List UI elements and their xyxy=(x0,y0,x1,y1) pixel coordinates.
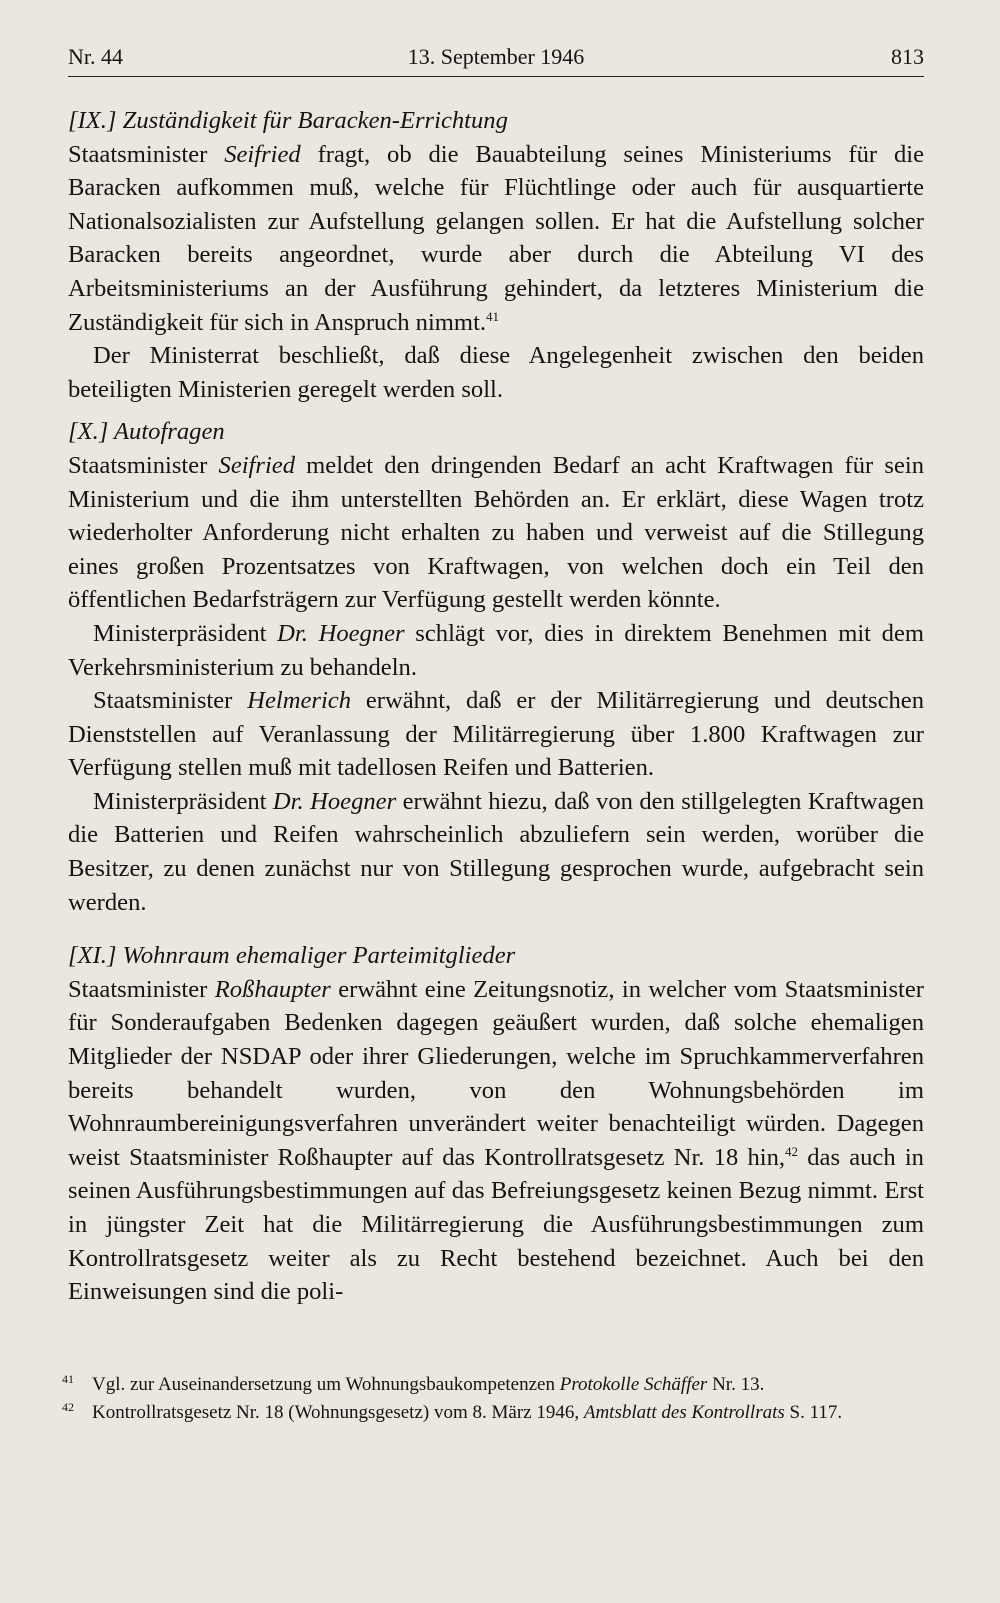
footnote-number: 42 xyxy=(62,1400,74,1414)
speaker-name: Roßhaupter xyxy=(214,975,331,1003)
paragraph: Staatsminister Helmerich erwähnt, daß er der Militärregierung und deutschen Dienststellen auf Veranlassung der Militärregierung über 1.800 Kraftwagen zur Verfügung stellen muß mit tadellosen Reifen und Batterien. xyxy=(68,687,924,782)
paragraph: Staatsminister Roßhaupter erwähnt eine Zeitungsnotiz, in welcher vom Staatsminister für Sonderaufgaben Bedenken dagegen geäußert wurden, daß solche ehemaligen Mitglieder der NSDAP oder ihrer Gliederungen, welche im Spruchkammerverfahren bereits behandelt wurden, von den Wohnungsbehörden im Wohnraumbereinigungsverfahren unverändert weiter benachteiligt würden. Dagegen weist Staatsminister Roßhaupter auf das Kontrollratsgesetz Nr. 18 hin,$^{42}$ das auch in seinen Ausführungsbestimmungen auf das Befreiungsgesetz keinen Bezug nimmt. Erst in jüngster Zeit hat die Militärregierung die Ausführungsbestimmungen zum Kontrollratsgesetz weiter als zu Recht bestehend bezeichnet. Auch bei den Einweisungen sind die poli- xyxy=(68,975,924,1306)
section-heading-x: [X.] Autofragen xyxy=(68,418,225,446)
footnote-ref: 42 xyxy=(785,1143,799,1159)
header-rule xyxy=(68,76,924,77)
footnote-ref: 41 xyxy=(486,308,500,324)
page-number: 813 xyxy=(891,44,924,69)
running-header xyxy=(68,44,924,72)
section-heading-xi: [XI.] Wohnraum ehemaliger Parteimitglieder xyxy=(68,942,516,970)
header-date: 13. September 1946 xyxy=(407,44,585,69)
footnote-number: 41 xyxy=(62,1372,74,1386)
paragraph: Ministerpräsident Dr. Hoegner schlägt vor, dies in direktem Benehmen mit dem Verkehrsministerium zu behandeln. xyxy=(68,619,924,681)
footnote: 41 Vgl. zur Auseinandersetzung um Wohnungsbaukompetenzen Protokolle Schäffer Nr. 13. xyxy=(68,1371,924,1399)
issue-number: Nr. 44 xyxy=(68,44,123,69)
speaker-name: Helmerich xyxy=(247,687,351,715)
paragraph: Der Ministerrat beschließt, daß diese Angelegenheit zwischen den beiden beteiligten Ministerien geregelt werden soll. xyxy=(68,342,924,403)
paragraph: Staatsminister Seifried fragt, ob die Bauabteilung seines Ministeriums für die Baracken aufkommen muß, welche für Flüchtlinge oder auch für ausquartierte Nationalsozialisten zur Aufstellung gelangen sollen. Er hat die Aufstellung solcher Baracken bereits angeordnet, wurde aber durch die Abteilung VI des Arbeitsministeriums an der Ausführung gehindert, da letzteres Ministerium die Zuständigkeit für sich in Anspruch nimmt.$^{41}$ xyxy=(68,140,924,336)
speaker-name: Seifried xyxy=(224,140,301,168)
footnotes xyxy=(62,1371,924,1427)
main-text xyxy=(68,104,924,1309)
section-heading-ix: [IX.] Zuständigkeit für Baracken-Errichtung xyxy=(68,107,508,134)
speaker-name: Dr. Hoegner xyxy=(277,619,405,647)
paragraph: Ministerpräsident Dr. Hoegner erwähnt hiezu, daß von den stillgelegten Kraftwagen die Batterien und Reifen wahrscheinlich abzuliefern sein werden, worüber die Besitzer, zu denen zunächst nur von Stillegung gesprochen wurde, aufgebracht sein werden. xyxy=(68,787,924,916)
speaker-name: Seifried xyxy=(218,451,296,479)
footnote: 42 Kontrollratsgesetz Nr. 18 (Wohnungsgesetz) vom 8. März 1946, Amtsblatt des Kontrollrats S. 117. xyxy=(68,1399,924,1427)
speaker-name: Dr. Hoegner xyxy=(272,787,397,815)
paragraph: Staatsminister Seifried meldet den dringenden Bedarf an acht Kraftwagen für sein Ministerium und die ihm unterstellten Behörden an. Er erklärt, diese Wagen trotz wiederholter Anforderung nicht erhalten zu haben und verweist auf die Stillegung eines großen Prozentsatzes von Kraftwagen, von welchen doch ein Teil den öffentlichen Bedarfsträgern zur Verfügung gestellt werden könnte. xyxy=(68,451,924,614)
